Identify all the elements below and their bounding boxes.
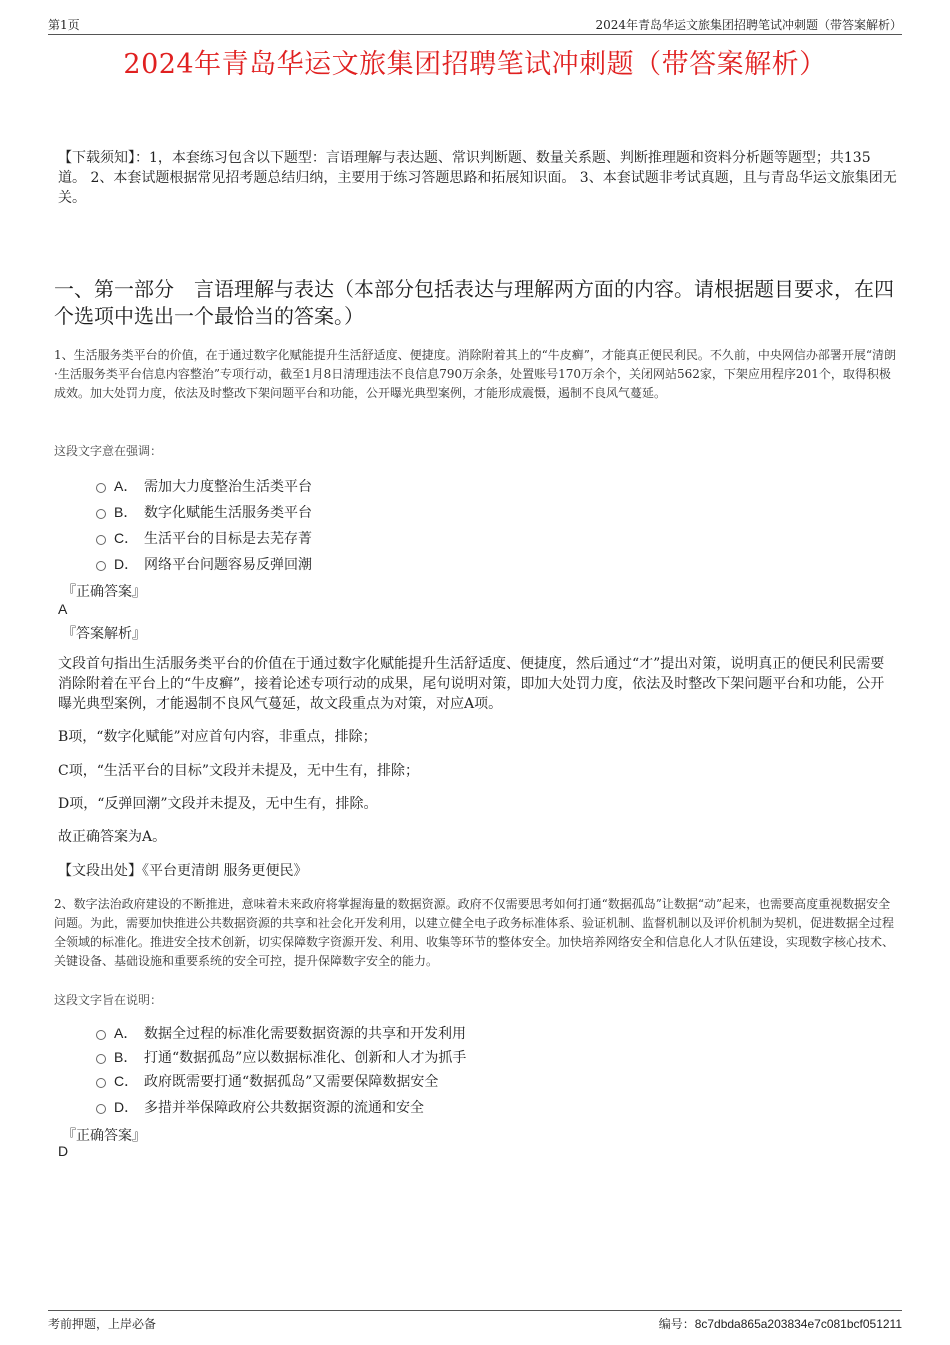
analysis-label: 『答案解析』: [62, 626, 146, 642]
question-2-text: 2、数字法治政府建设的不断推进，意味着未来政府将掌握海量的数据资源。政府不仅需要思考如何打通“数据孤岛”让数据“动”起来，也需要高度重视数据安全问题。为此，需要加快推进公共数据资源的共享和社会化开发利用，以建立健全电子政务标准体系、验证机制、监督机制以及评价机制为契机，促进数据全过程全领域的标准化。推进安全技术创新，切实保障数字资源开发、利用、收集等环节的整体安全。加快培养网络安全和信息化人才队伍建设，实现数字核心技术、关键设备、基础设施和重要系统的安全可控，提升保障数字安全的能力。: [54, 897, 895, 968]
option-text: 政府既需要打通“数据孤岛”又需要保障数据安全: [144, 1074, 439, 1090]
option-a[interactable]: [96, 473, 312, 499]
question-1-text: 1、生活服务类平台的价值，在于通过数字化赋能提升生活舒适度、便捷度。消除附着其上的“牛皮癣”，才能真正便民利民。不久前，中央网信办部署开展“清朗·生活服务类平台信息内容整治”专项行动，截至1月8日清理违法不良信息790万余条，处置账号170万余个，关闭网站562家，下架应用程序201个，取得积极成效。加大处罚力度，依法及时整改下架问题平台和功能，公开曝光典型案例，才能形成震慑，遏制不良风气蔓延。: [54, 348, 897, 400]
option-d[interactable]: [96, 551, 312, 577]
footer-serial: 编号：8c7dbda865a203834e7c081bcf051211: [658, 1317, 902, 1331]
section-heading: 一、第一部分 言语理解与表达（本部分包括表达与理解两方面的内容。请根据题目要求，在四个选项中选出一个最恰当的答案。）: [54, 277, 894, 328]
correct-answer: A: [58, 601, 68, 617]
radio-icon[interactable]: [96, 1030, 106, 1040]
footer-slogan: 考前押题，上岸必备: [48, 1317, 157, 1331]
option-text: 数字化赋能生活服务类平台: [144, 505, 312, 521]
option-letter: D．: [114, 1099, 139, 1115]
option-d-note: D项，“反弹回潮”文段并未提及，无中生有，排除。: [58, 796, 378, 812]
page-header: [48, 14, 902, 35]
header-doc-title: 2024年青岛华运文旅集团招聘笔试冲刺题（带答案解析）: [595, 18, 902, 32]
option-c[interactable]: [96, 1068, 466, 1094]
option-b[interactable]: [96, 1046, 466, 1068]
option-letter: B．: [114, 1049, 138, 1065]
correct-answer-label: 『正确答案』: [62, 584, 146, 600]
radio-icon[interactable]: [96, 509, 106, 519]
option-c-note: C项，“生活平台的目标”文段并未提及，无中生有，排除；: [58, 763, 420, 779]
option-letter: C．: [114, 1073, 139, 1089]
option-letter: B．: [114, 504, 138, 520]
question-2-prompt: 这段文字旨在说明：: [54, 993, 163, 1007]
option-letter: A．: [114, 1025, 138, 1041]
option-text: 数据全过程的标准化需要数据资源的共享和开发利用: [144, 1026, 466, 1042]
radio-icon[interactable]: [96, 535, 106, 545]
option-b-note: B项，“数字化赋能”对应首句内容，非重点，排除；: [58, 729, 377, 745]
conclusion: 故正确答案为A。: [58, 829, 167, 845]
question-1-options: [96, 473, 312, 577]
option-b[interactable]: [96, 499, 312, 525]
option-letter: D．: [114, 556, 139, 572]
radio-icon[interactable]: [96, 483, 106, 493]
option-a[interactable]: [96, 1020, 466, 1046]
page-footer: [48, 1310, 902, 1329]
question-1-prompt: 这段文字意在强调：: [54, 444, 163, 458]
document-title: 2024年青岛华运文旅集团招聘笔试冲刺题（带答案解析）: [123, 49, 827, 80]
analysis-text: 文段首句指出生活服务类平台的价值在于通过数字化赋能提升生活舒适度、便捷度，然后通过“才”提出对策，说明真正的便民利民需要消除附着在平台上的“牛皮癣”，接着论述专项行动的成果，尾句说明对策，即加大处罚力度，依法及时整改下架问题平台和功能，公开曝光典型案例，才能遏制不良风气蔓延，故文段重点为对策，对应A项。: [58, 656, 885, 712]
option-text: 网络平台问题容易反弹回潮: [144, 557, 312, 573]
correct-answer-label: 『正确答案』: [62, 1128, 146, 1144]
download-notice: 【下载须知】：1，本套练习包含以下题型：言语理解与表达题、常识判断题、数量关系题、判断推理题和资料分析题等题型；共135道。 2、本套试题根据常见招考题总结归纳，主要用于练习答题思路和拓展知识面。 3、本套试题非考试真题，且与青岛华运文旅集团无关。: [58, 150, 897, 206]
page-number: 第1页: [48, 18, 80, 32]
option-text: 多措并举保障政府公共数据资源的流通和安全: [144, 1100, 424, 1116]
radio-icon[interactable]: [96, 1078, 106, 1088]
option-c[interactable]: [96, 525, 312, 551]
option-letter: A．: [114, 478, 138, 494]
option-text: 生活平台的目标是去芜存菁: [144, 531, 312, 547]
correct-answer: D: [58, 1143, 69, 1159]
option-text: 需加大力度整治生活类平台: [144, 479, 312, 495]
radio-icon[interactable]: [96, 561, 106, 571]
source-citation: 【文段出处】《平台更清朗 服务更便民》: [58, 863, 308, 879]
radio-icon[interactable]: [96, 1054, 106, 1064]
radio-icon[interactable]: [96, 1104, 106, 1114]
option-text: 打通“数据孤岛”应以数据标准化、创新和人才为抓手: [144, 1050, 467, 1066]
option-letter: C．: [114, 530, 139, 546]
option-d[interactable]: [96, 1094, 466, 1120]
question-2-options: [96, 1020, 466, 1120]
